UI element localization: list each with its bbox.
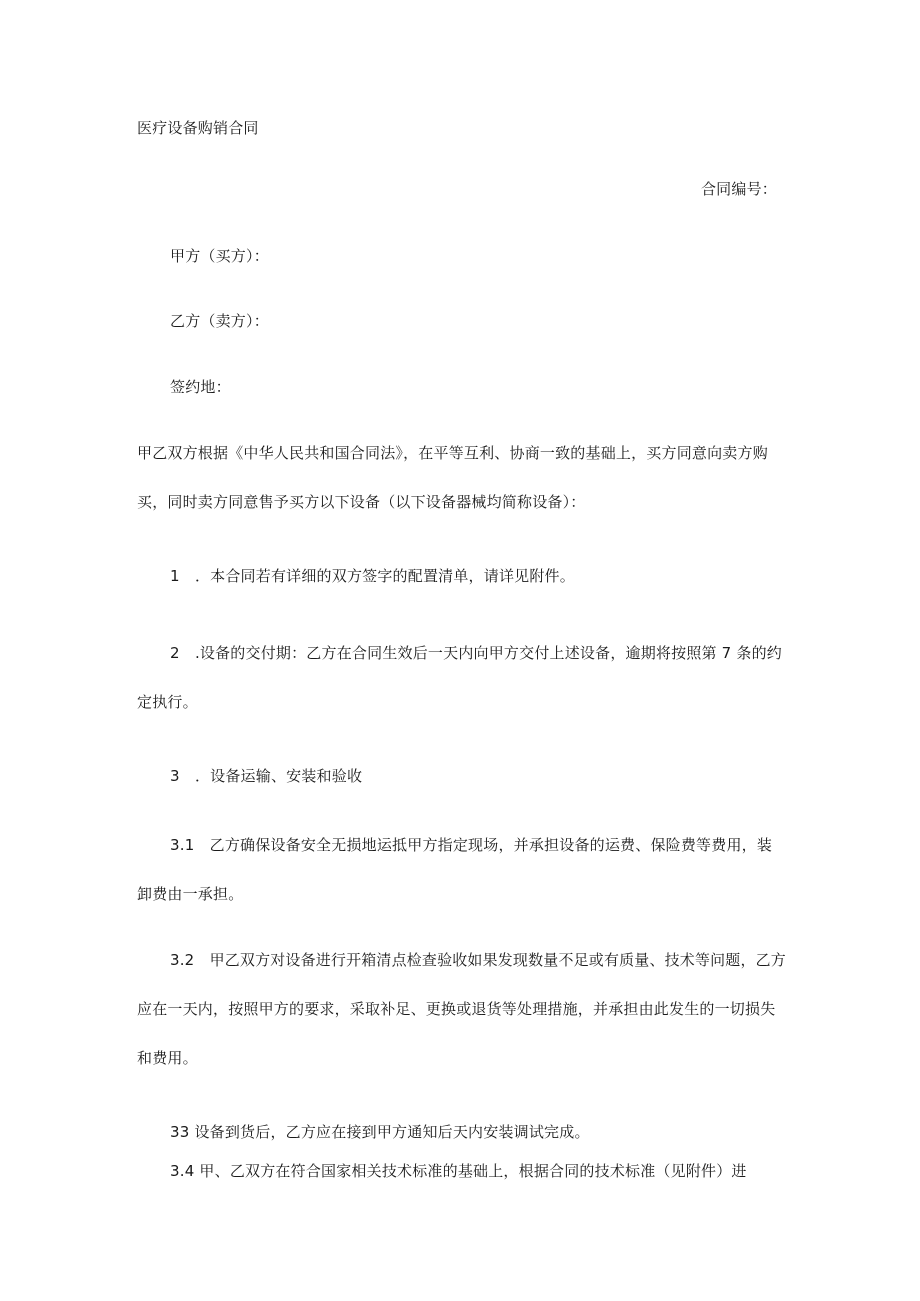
clause-3-2-line: 应在一天内，按照甲方的要求，采取补足、更换或退货等处理措施，并承担由此发生的一切损失	[137, 1000, 776, 1018]
clause-3-1-line: 3.1 乙方确保设备安全无损地运抵甲方指定现场，并承担设备的运费、保险费等费用，装	[170, 836, 773, 854]
clause-2-line: 2 .设备的交付期：乙方在合同生效后一天内向甲方交付上述设备，逾期将按照第 7 条的约	[170, 644, 782, 662]
party-a-label: 甲方（买方）：	[170, 247, 269, 265]
document-title: 医疗设备购销合同	[137, 119, 259, 137]
party-b-label: 乙方（卖方）：	[170, 312, 269, 330]
contract-number-label: 合同编号：	[700, 180, 777, 198]
clause-3-2-line: 和费用。	[137, 1049, 198, 1067]
clause-3-1-line: 卸费由一承担。	[137, 885, 244, 903]
intro-paragraph-line: 买，同时卖方同意售予买方以下设备（以下设备器械均简称设备）：	[137, 493, 586, 511]
clause-2-line: 定执行。	[137, 693, 198, 711]
clause-3-heading: 3 ．设备运输、安装和验收	[170, 767, 363, 785]
clause-3-4-line: 3.4 甲、乙双方在符合国家相关技术标准的基础上，根据合同的技术标准（见附件）进	[170, 1162, 747, 1180]
clause-3-2-line: 3.2 甲乙双方对设备进行开箱清点检查验收如果发现数量不足或有质量、技术等问题，乙方	[170, 951, 786, 969]
clause-3-3: 33 设备到货后，乙方应在接到甲方通知后天内安装调试完成。	[170, 1123, 590, 1141]
signing-place-label: 签约地：	[170, 378, 231, 396]
intro-paragraph-line: 甲乙双方根据《中华人民共和国合同法》，在平等互利、协商一致的基础上，买方同意向卖方购	[137, 444, 768, 462]
clause-1: 1 ．本合同若有详细的双方签字的配置清单，请详见附件。	[170, 567, 575, 585]
